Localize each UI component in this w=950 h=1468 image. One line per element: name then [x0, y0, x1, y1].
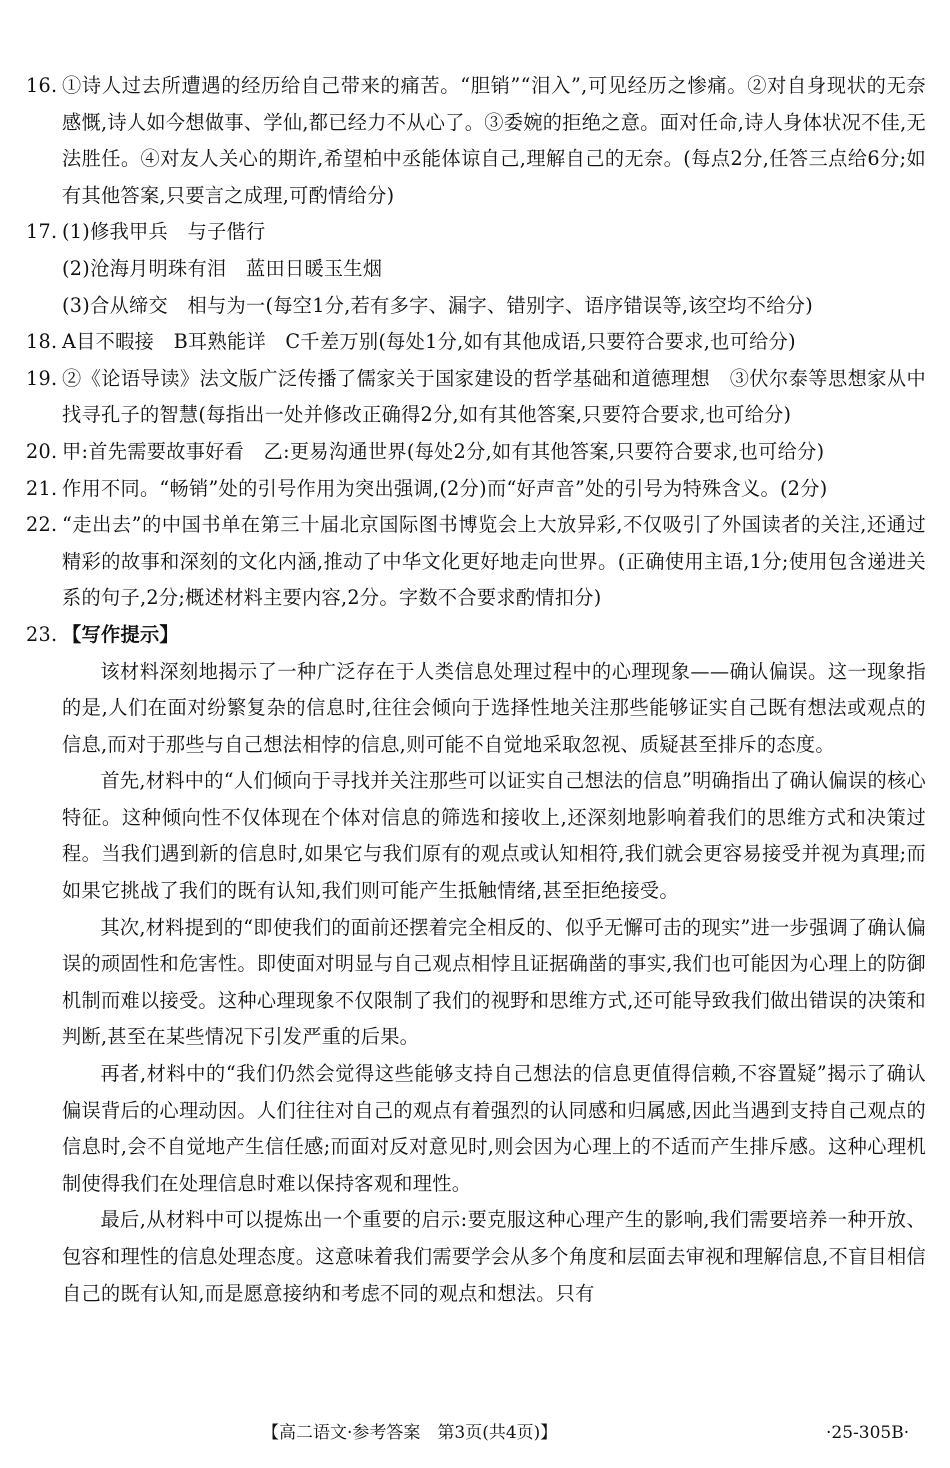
answer-17-line-3: (3)合从缔交 相与为一(每空1分,若有多字、漏字、错别字、语序错误等,该空均不给分) [62, 293, 814, 317]
writing-hint-heading: 【写作提示】 [62, 622, 179, 646]
question-number: 22. [26, 513, 58, 537]
question-number: 18. [26, 330, 58, 354]
answer-text: 作用不同。“畅销”处的引号作用为突出强调,(2分)而“好声音”处的引号为特殊含义。(2分) [62, 476, 828, 500]
answer-23 [26, 617, 926, 654]
footer-document-code: ·25-305B· [826, 1423, 910, 1443]
answer-21 [26, 471, 926, 508]
answer-text: A目不暇接 B耳熟能详 C千差万别(每处1分,如有其他成语,只要符合要求,也可给分) [62, 330, 796, 354]
writing-hint-paragraph: 最后,从材料中可以提炼出一个重要的启示:要克服这种心理产生的影响,我们需要培养一种开放、包容和理性的信息处理态度。这意味着我们需要学会从多个角度和层面去审视和理解信息,不盲目相信自己的既有认知,而是愿意接纳和考虑不同的观点和想法。只有 [62, 1208, 926, 1305]
answer-20 [26, 434, 926, 471]
question-number: 17. [26, 220, 58, 244]
answer-16 [26, 68, 926, 214]
answer-text: 甲:首先需要故事好看 乙:更易沟通世界(每处2分,如有其他答案,只要符合要求,也可给分) [62, 439, 825, 463]
answer-22 [26, 507, 926, 617]
answer-18 [26, 324, 926, 361]
answer-17-line-2: (2)沧海月明珠有泪 蓝田日暖玉生烟 [62, 256, 383, 280]
answer-text: ①诗人过去所遭遇的经历给自己带来的痛苦。“胆销”“泪入”,可见经历之惨痛。②对自身现状的无奈感慨,诗人如今想做事、学仙,都已经力不从心了。③委婉的拒绝之意。面对任命,诗人身体状况不佳,无法胜任。④对友人关心的期许,希望柏中丞能体谅自己,理解自己的无奈。(每点2分,任答三点给6分;如有其他答案,只要言之成理,可酌情给分) [62, 74, 926, 207]
answer-content [26, 68, 926, 1312]
question-number: 19. [26, 366, 58, 390]
footer-page-info: 【高二语文·参考答案 第3页(共4页)】 [262, 1423, 558, 1443]
answer-text: “走出去”的中国书单在第三十届北京国际图书博览会上大放异彩,不仅吸引了外国读者的关注,还通过精彩的故事和深刻的文化内涵,推动了中华文化更好地走向世界。(正确使用主语,1分;使用包含递进关系的句子,2分;概述材料主要内容,2分。字数不合要求酌情扣分) [62, 513, 926, 610]
question-number: 20. [26, 439, 58, 463]
question-number: 16. [26, 74, 58, 97]
answer-17 [26, 214, 926, 324]
answer-19 [26, 361, 926, 434]
question-number: 21. [26, 476, 58, 500]
writing-hint-paragraph: 该材料深刻地揭示了一种广泛存在于人类信息处理过程中的心理现象——确认偏误。这一现象指的是,人们在面对纷繁复杂的信息时,往往会倾向于选择性地关注那些能够证实自己既有想法或观点的信息,而对于那些与自己想法相悖的信息,则可能不自觉地采取忽视、质疑甚至排斥的态度。 [62, 659, 926, 756]
writing-hint-paragraph: 其次,材料提到的“即使我们的面前还摆着完全相反的、似乎无懈可击的现实”进一步强调了确认偏误的顽固性和危害性。即使面对明显与自己观点相悖且证据确凿的事实,我们也可能因为心理上的防御机制而难以接受。这种心理现象不仅限制了我们的视野和思维方式,还可能导致我们做出错误的决策和判断,甚至在某些情况下引发严重的后果。 [62, 915, 926, 1049]
answer-17-line-1: (1)修我甲兵 与子偕行 [62, 220, 266, 244]
question-number: 23. [26, 622, 58, 646]
writing-hint-paragraph: 首先,材料中的“人们倾向于寻找并关注那些可以证实自己想法的信息”明确指出了确认偏误的核心特征。这种倾向性不仅体现在个体对信息的筛选和接收上,还深刻地影响着我们的思维方式和决策过程。当我们遇到新的信息时,如果它与我们原有的观点或认知相符,我们就会更容易接受并视为真理;而如果它挑战了我们的既有认知,我们则可能产生抵触情绪,甚至拒绝接受。 [62, 769, 926, 903]
answer-text: ②《论语导读》法文版广泛传播了儒家关于国家建设的哲学基础和道德理想 ③伏尔泰等思想家从中找寻孔子的智慧(每指出一处并修改正确得2分,如有其他答案,只要符合要求,也可给分) [62, 366, 926, 427]
writing-hint-paragraph: 再者,材料中的“我们仍然会觉得这些能够支持自己想法的信息更值得信赖,不容置疑”揭示了确认偏误背后的心理动因。人们往往对自己的观点有着强烈的认同感和归属感,因此当遇到支持自己观点的信息时,会不自觉地产生信任感;而面对反对意见时,则会因为心理上的不适而产生排斥感。这种心理机制使得我们在处理信息时难以保持客观和理性。 [62, 1062, 926, 1195]
